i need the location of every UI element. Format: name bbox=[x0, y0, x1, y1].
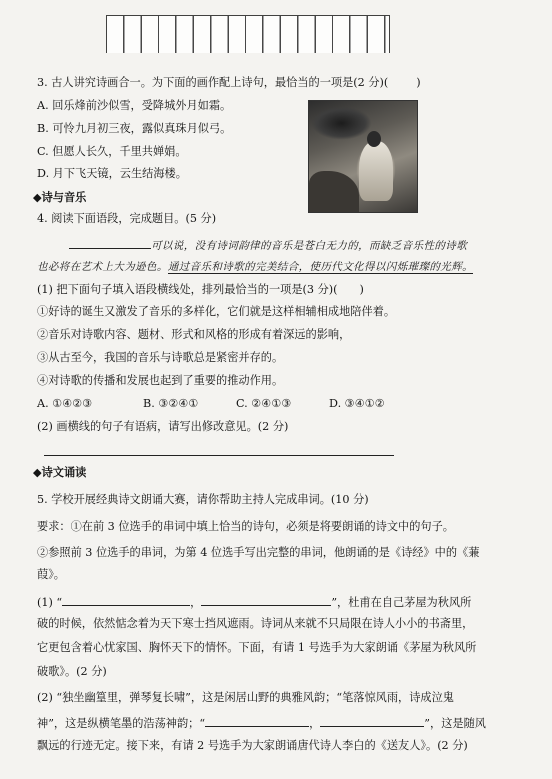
q5-p1-blank-1[interactable] bbox=[62, 594, 190, 606]
q4-sentence-1: ①好诗的诞生又激发了音乐的多样化，它们就是这样相辅相成地陪伴着。 bbox=[37, 305, 396, 318]
painting-figure-head bbox=[367, 131, 381, 147]
painting-figure bbox=[359, 141, 393, 201]
q4-passage-line2: 也必将在艺术上大为逊色。通过音乐和诗歌的完美结合，使历代文化得以闪烁璀璨的光辉。 bbox=[37, 261, 474, 273]
q4-passage-blank[interactable] bbox=[69, 237, 151, 249]
q5-p2-line1: (2) “独坐幽篁里，弹琴复长啸”，这是闲居山野的典雅风韵；“笔落惊风雨，诗成泣鬼 bbox=[37, 691, 454, 704]
q5-requirement-1: 要求：①在前 3 位选手的串词中填上恰当的诗句，必须是将要朗诵的诗文中的句子。 bbox=[37, 520, 454, 533]
q3-option-d: D. 月下飞天镜，云生结海楼。 bbox=[37, 167, 187, 180]
q4-choice-b: B. ③②④① bbox=[143, 397, 199, 410]
q3-option-a: A. 回乐烽前沙似雪，受降城外月如霜。 bbox=[37, 99, 232, 112]
ink-painting-image bbox=[308, 100, 418, 213]
q4-sentence-4: ④对诗歌的传播和发展也起到了重要的推动作用。 bbox=[37, 374, 284, 387]
q5-p2-blank-2[interactable] bbox=[320, 715, 424, 727]
q4-sentence-2: ②音乐对诗歌内容、题材、形式和风格的形成有着深远的影响， bbox=[37, 328, 351, 341]
answer-grid bbox=[106, 15, 390, 53]
q5-stem: 5. 学校开展经典诗文朗诵大赛，请你帮助主持人完成串词。(10 分) bbox=[37, 493, 369, 506]
q4-stem: 4. 阅读下面语段，完成题目。(5 分) bbox=[37, 212, 217, 225]
section-heading-music: ◆诗与音乐 bbox=[33, 190, 87, 204]
q4-sub2: (2) 画横线的句子有语病，请写出修改意见。(2 分) bbox=[37, 420, 289, 433]
section-heading-recite: ◆诗文诵读 bbox=[33, 465, 87, 479]
q5-requirement-2: ②参照前 3 位选手的串词，为第 4 位选手写出完整的串词，他朗诵的是《诗经》中的《蒹 bbox=[37, 546, 480, 559]
q4-choice-d: D. ③④①② bbox=[329, 397, 385, 410]
q3-option-c: C. 但愿人长久，千里共婵娟。 bbox=[37, 145, 187, 158]
q5-p1-line2: 破的时候，依然惦念着为天下寒士挡风遮雨。诗词从来就不只局限在诗人小小的书斋里， bbox=[37, 617, 474, 630]
q4-choice-c: C. ②④①③ bbox=[236, 397, 292, 410]
q5-p1-blank-2[interactable] bbox=[201, 594, 331, 606]
q4-sentence-3: ③从古至今，我国的音乐与诗歌总是紧密并存的。 bbox=[37, 351, 284, 364]
q3-stem: 3. 古人讲究诗画合一。为下面的画作配上诗句，最恰当的一项是(2 分)( ) bbox=[37, 76, 421, 89]
q5-p1-line3: 它更包含着心忧家国、胸怀天下的情怀。下面，有请 1 号选手为大家朗诵《茅屋为秋风所 bbox=[37, 641, 477, 654]
q5-p2-blank-1[interactable] bbox=[205, 715, 309, 727]
q5-requirement-2-cont: 葭》。 bbox=[37, 568, 65, 581]
q4-passage-line1: 可以说，没有诗词韵律的音乐是苍白无力的，而缺乏音乐性的诗歌 bbox=[37, 237, 467, 253]
q4-answer-line[interactable] bbox=[44, 455, 394, 456]
q5-p1-line1: (1) “ ， ”，杜甫在自己茅屋为秋风所 bbox=[37, 596, 472, 609]
q5-p2-line2: 神”，这是纵横笔墨的浩荡神韵；“ ， ”，这是随风 bbox=[37, 717, 486, 730]
q3-option-b: B. 可怜九月初三夜，露似真珠月似弓。 bbox=[37, 122, 232, 135]
painting-rock bbox=[309, 171, 359, 212]
q5-p1-line4: 破歌》。(2 分) bbox=[37, 665, 107, 678]
q4-sub1: (1) 把下面句子填入语段横线处，排列最恰当的一项是(3 分)( ) bbox=[37, 283, 364, 296]
q5-p2-line3: 飘远的行迹无定。接下来，有请 2 号选手为大家朗诵唐代诗人李白的《送友人》。(2 分) bbox=[37, 739, 468, 752]
q4-underlined-sentence: 通过音乐和诗歌的完美结合，使历代文化得以闪烁璀璨的光辉。 bbox=[167, 261, 474, 273]
q4-choice-a: A. ①④②③ bbox=[37, 397, 93, 410]
